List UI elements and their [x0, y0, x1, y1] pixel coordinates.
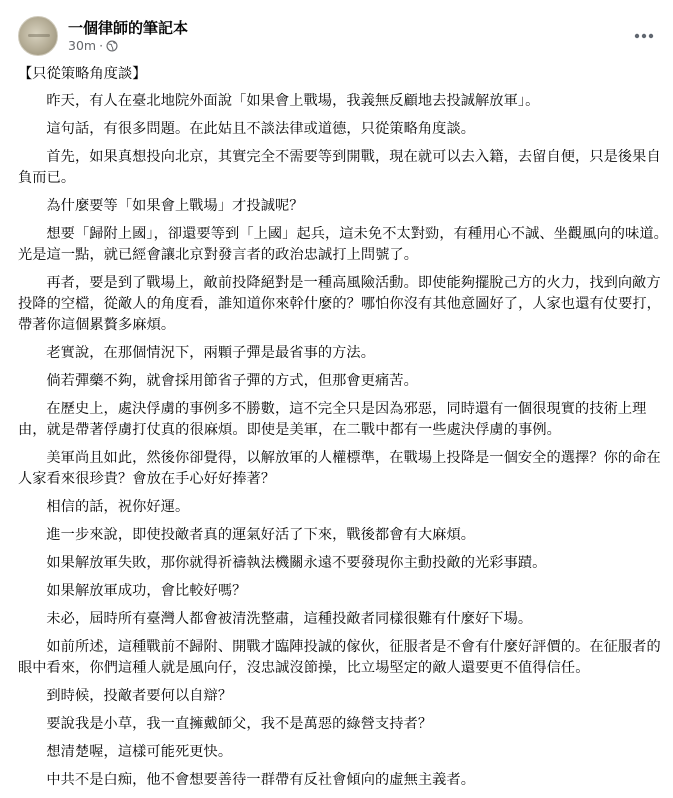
post-paragraph: 在歷史上，處決俘虜的事例多不勝數，這不完全只是因為邪惡，同時還有一個很現實的技術上理由，就是帶著俘虜打仗真的很麻煩。即使是美軍，在二戰中都有一些處決俘虜的事例。 — [18, 401, 647, 438]
post-paragraph: 如前所述，這種戰前不歸附、開戰才臨陣投誠的傢伙，征服者是不會有什麼好評價的。在征服者的眼中看來，你們這種人就是風向仔，沒忠誠沒節操，比立場堅定的敵人還要更不值得信任。 — [18, 639, 661, 676]
post-paragraph: 想要「歸附上國」，卻還要等到「上國」起兵，這未免不太對勁，有種用心不誠、坐觀風向的味道。光是這一點，就已經會讓北京對發言者的政治忠誠打上問號了。 — [18, 226, 668, 263]
avatar[interactable] — [18, 16, 58, 56]
post-paragraph: 再者，要是到了戰場上，敵前投降絕對是一種高風險活動。即使能夠擺脫己方的火力，找到向敵方投降的空檔，從敵人的角度看，誰知道你來幹什麼的？哪怕你沒有其他意圖好了，人家也還有仗要打，帶著你這個累贅多麻煩。 — [18, 275, 661, 333]
post-paragraph: 想清楚喔，這樣可能死更快。 — [46, 744, 233, 760]
post-body — [18, 64, 668, 798]
post-paragraph: 要說我是小草，我一直擁戴師父，我不是萬惡的綠營支持者？ — [46, 716, 433, 732]
post-paragraph: 如果解放軍成功，會比較好嗎？ — [46, 583, 247, 599]
page-name-link[interactable]: 一個律師的筆記本 — [68, 19, 189, 37]
post-paragraph: 老實說，在那個情況下，兩顆子彈是最省事的方法。 — [46, 345, 376, 361]
globe-icon[interactable] — [106, 40, 118, 52]
post-paragraph: 昨天，有人在臺北地院外面說「如果會上戰場，我義無反顧地去投誠解放軍」。 — [46, 93, 540, 109]
post-paragraph: 為什麼要等「如果會上戰場」才投誠呢？ — [46, 198, 304, 214]
post-paragraph: 首先，如果真想投向北京，其實完全不需要等到開戰，現在就可以去入籍，去留自便，只是後果自負而已。 — [18, 149, 661, 186]
post-paragraph: 相信的話，祝你好運。 — [46, 499, 190, 515]
post-paragraph: 美軍尚且如此，然後你卻覺得，以解放軍的人權標準，在戰場上投降是一個安全的選擇？你的命在人家看來很珍貴？會放在手心好好捧著？ — [18, 450, 661, 487]
more-options-button[interactable] — [630, 22, 658, 50]
post-paragraph: 未必，屆時所有臺灣人都會被清洗整肅，這種投敵者同樣很難有什麼好下場。 — [46, 611, 533, 627]
more-options-icon — [634, 33, 654, 39]
post-paragraph: 中共不是白痴，他不會想要善待一群帶有反社會傾向的虛無主義者。 — [46, 772, 476, 788]
post-paragraph: 進一步來說，即使投敵者真的運氣好活了下來，戰後都會有大麻煩。 — [46, 527, 476, 543]
post-paragraph: 如果解放軍失敗，那你就得祈禱執法機關永遠不要發現你主動投敵的光彩事蹟。 — [46, 555, 547, 571]
post-paragraph: 這句話，有很多問題。在此姑且不談法律或道德，只從策略角度談。 — [46, 121, 476, 137]
post-paragraph: 到時候，投敵者要何以自辯？ — [46, 688, 233, 704]
post-timestamp[interactable]: 30m — [68, 38, 97, 53]
post-paragraph: 倘若彈藥不夠，就會採用節省子彈的方式，但那會更痛苦。 — [46, 373, 418, 389]
avatar-logo-mark — [28, 34, 50, 37]
post-meta — [68, 38, 118, 53]
post-heading: 【只從策略角度談】 — [18, 66, 147, 82]
post-header — [18, 16, 658, 58]
meta-separator: · — [99, 38, 104, 53]
